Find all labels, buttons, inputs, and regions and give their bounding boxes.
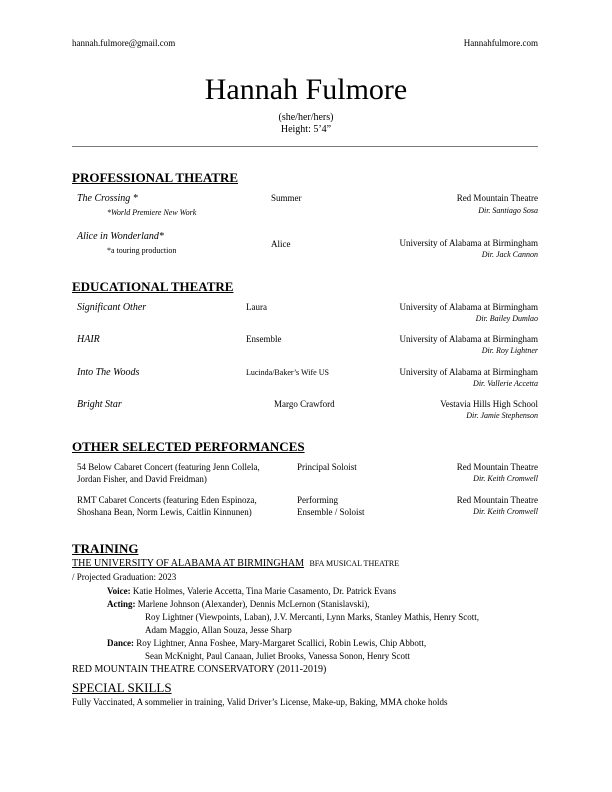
name-heading: Hannah Fulmore bbox=[204, 73, 408, 106]
training-school bbox=[72, 558, 399, 570]
credit-role: Performing bbox=[297, 495, 338, 505]
credit-title-line2: Shoshana Bean, Norm Lewis, Caitlin Kinnunen) bbox=[77, 507, 252, 517]
credit-director: Dir. Jamie Stephenson bbox=[466, 411, 538, 420]
credit-note: *a touring production bbox=[107, 246, 177, 255]
voice-teachers: Katie Holmes, Valerie Accetta, Tina Marie Casamento, Dr. Patrick Evans bbox=[132, 586, 396, 596]
credit-title-line1: 54 Below Cabaret Concert (featuring Jenn Collela, bbox=[77, 462, 260, 472]
credit-director: Dir. Santiago Sosa bbox=[478, 206, 538, 215]
credit-role: Margo Crawford bbox=[274, 399, 335, 409]
credit-title: The Crossing * bbox=[77, 193, 138, 204]
credit-venue: Vestavia Hills High School bbox=[440, 399, 538, 409]
credit-venue: Red Mountain Theatre bbox=[456, 462, 538, 472]
credit-role-line2: Ensemble / Soloist bbox=[297, 507, 365, 517]
training-dance bbox=[107, 638, 426, 649]
dance-label: Dance: bbox=[107, 638, 134, 648]
credit-title-line1: RMT Cabaret Concerts (featuring Eden Espinoza, bbox=[77, 495, 257, 505]
credit-role: Laura bbox=[246, 302, 267, 312]
degree: BFA MUSICAL THEATRE bbox=[309, 559, 400, 568]
credit-venue: Red Mountain Theatre bbox=[456, 495, 538, 505]
acting-label: Acting: bbox=[107, 599, 136, 609]
credit-note: *World Premiere New Work bbox=[107, 208, 197, 217]
credit-director: Dir. Roy Lightner bbox=[481, 346, 538, 355]
header-divider bbox=[72, 146, 538, 147]
credit-director: Dir. Jack Cannon bbox=[481, 250, 538, 259]
credit-director: Dir. Vallerie Accetta bbox=[473, 379, 538, 388]
dance-teachers-line1: Roy Lightner, Anna Foshee, Mary-Margaret Scallici, Robin Lewis, Chip Abbott, bbox=[136, 638, 427, 648]
credit-title-line2: Jordan Fisher, and David Freidman) bbox=[77, 474, 207, 484]
voice-label: Voice: bbox=[107, 586, 131, 596]
training-acting bbox=[107, 599, 369, 610]
dance-teachers-line2: Sean McKnight, Paul Canaan, Juliet Brooks, Vanessa Sonon, Henry Scott bbox=[145, 651, 411, 661]
credit-title: Into The Woods bbox=[77, 367, 140, 378]
credit-role: Ensemble bbox=[246, 334, 282, 344]
height: Height: 5’4” bbox=[280, 124, 332, 135]
credit-role: Principal Soloist bbox=[297, 462, 357, 472]
credit-role: Lucinda/Baker’s Wife US bbox=[246, 368, 329, 377]
credit-director: Dir. Keith Cromwell bbox=[473, 507, 538, 516]
section-heading-professional: PROFESSIONAL THEATRE bbox=[72, 170, 239, 185]
credit-role: Alice bbox=[271, 239, 291, 249]
credit-title: HAIR bbox=[77, 334, 100, 345]
section-heading-skills: SPECIAL SKILLS bbox=[72, 680, 172, 695]
section-heading-educational: EDUCATIONAL THEATRE bbox=[72, 279, 234, 294]
skills-text: Fully Vaccinated, A sommelier in training, Valid Driver’s License, Make-up, Baking, MMA choke holds bbox=[72, 697, 448, 707]
acting-teachers-line1: Marlene Johnson (Alexander), Dennis McLernon (Stanislavski), bbox=[137, 599, 370, 609]
school-name: THE UNIVERSITY OF ALABAMA AT BIRMINGHAM bbox=[72, 558, 304, 569]
credit-venue: University of Alabama at Birmingham bbox=[399, 367, 538, 377]
credit-title: Alice in Wonderland* bbox=[77, 231, 164, 242]
conservatory: RED MOUNTAIN THEATRE CONSERVATORY (2011-2019) bbox=[72, 664, 327, 675]
credit-venue: University of Alabama at Birmingham bbox=[399, 334, 538, 344]
training-voice bbox=[107, 586, 396, 597]
pronouns: (she/her/hers) bbox=[278, 112, 334, 123]
graduation: / Projected Graduation: 2023 bbox=[72, 572, 177, 582]
credit-title: Significant Other bbox=[77, 302, 147, 313]
contact-website[interactable]: Hannahfulmore.com bbox=[463, 38, 538, 48]
credit-role: Summer bbox=[271, 193, 302, 203]
credit-venue: University of Alabama at Birmingham bbox=[399, 302, 538, 312]
credit-title: Bright Star bbox=[77, 399, 122, 410]
acting-teachers-line2: Roy Lightner (Viewpoints, Laban), J.V. Mercanti, Lynn Marks, Stanley Mathis, Henry Scott, bbox=[145, 612, 479, 622]
acting-teachers-line3: Adam Maggio, Allan Souza, Jesse Sharp bbox=[145, 625, 292, 635]
credit-venue: Red Mountain Theatre bbox=[456, 193, 538, 203]
credit-director: Dir. Bailey Dumlao bbox=[475, 314, 538, 323]
credit-director: Dir. Keith Cromwell bbox=[473, 474, 538, 483]
section-heading-training: TRAINING bbox=[72, 541, 139, 556]
credit-venue: University of Alabama at Birmingham bbox=[399, 238, 538, 248]
contact-email[interactable]: hannah.fulmore@gmail.com bbox=[72, 38, 176, 48]
section-heading-other: OTHER SELECTED PERFORMANCES bbox=[72, 439, 305, 454]
